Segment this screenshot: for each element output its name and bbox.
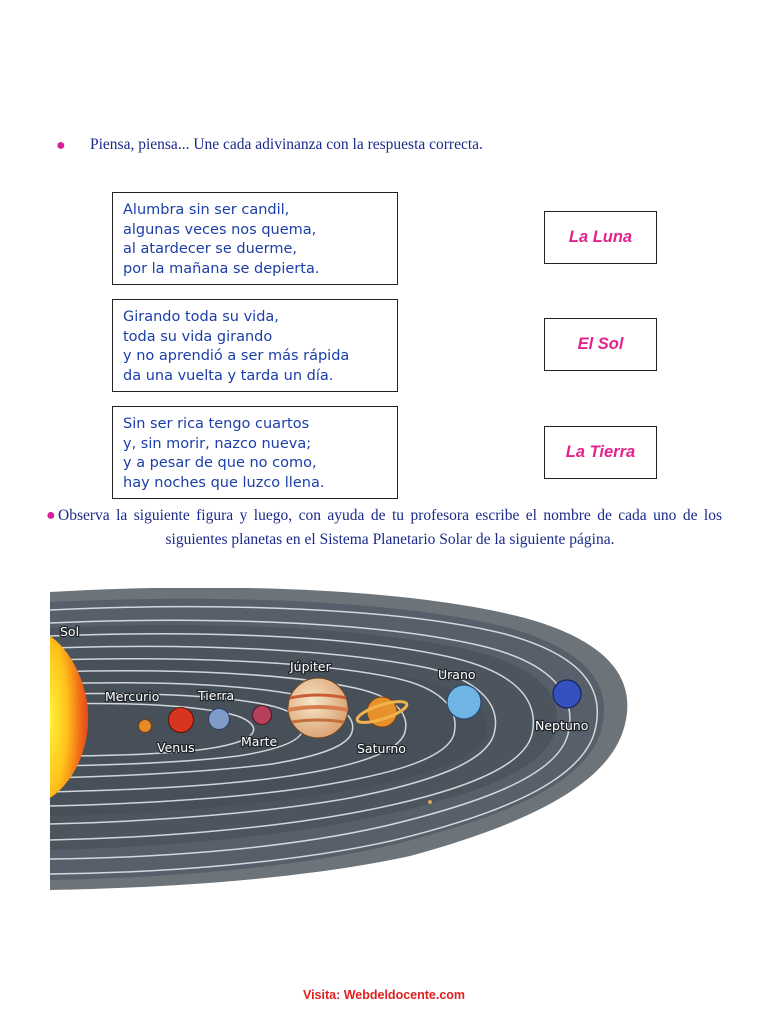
riddle-line: toda su vida girando — [123, 328, 273, 345]
dot-icon — [428, 800, 432, 804]
riddle-line: y a pesar de que no como, — [123, 455, 317, 471]
answer-box: La Luna — [544, 211, 657, 264]
riddle-line: al atardecer se duerme, — [123, 241, 298, 257]
saturn-label: Saturno — [357, 741, 406, 756]
riddle-line: da una vuelta y tarda un día. — [123, 367, 334, 384]
uranus-icon — [447, 685, 481, 719]
riddle-line: hay noches que luzco llena. — [123, 474, 325, 491]
riddle-line: Girando toda su vida, — [123, 309, 279, 325]
riddle-box — [112, 299, 398, 392]
jupiter-icon — [288, 678, 348, 738]
instruction-text: Piensa, piensa... Une cada adivinanza con la respuesta correcta. — [90, 136, 483, 153]
venus-icon — [169, 708, 194, 733]
riddle-line: y no aprendió a ser más rápida — [123, 348, 350, 364]
footer-link[interactable]: Visita: Webdeldocente.com — [302, 988, 466, 1002]
jupiter-label: Júpiter — [290, 659, 331, 674]
venus-label: Venus — [157, 740, 195, 755]
bullet-icon: ● — [56, 137, 66, 154]
riddle-line: Alumbra sin ser candil, — [123, 202, 290, 218]
instruction-text: Observa la siguiente figura y luego, con ayuda de tu profesora escribe el nombre de cada uno de los siguientes planetas en el Sistema Planetario Solar de la siguiente página. — [58, 507, 722, 548]
mercury-icon — [139, 720, 152, 733]
answer-box: La Tierra — [544, 426, 657, 479]
mars-icon — [253, 706, 272, 725]
riddle-line: y, sin morir, nazco nueva; — [123, 435, 312, 452]
solar-system-figure — [50, 588, 640, 890]
mercury-label: Mercurio — [105, 689, 160, 704]
bullet-icon: ● — [46, 507, 56, 524]
sun-label: Sol — [60, 624, 80, 639]
neptune-icon — [553, 680, 581, 708]
answer-box: El Sol — [544, 318, 657, 371]
neptune-label: Neptuno — [535, 718, 589, 733]
riddle-line: algunas veces nos quema, — [123, 221, 317, 238]
riddle-line: Sin ser rica tengo cuartos — [123, 416, 310, 432]
mars-label: Marte — [241, 734, 278, 749]
riddle-box — [112, 192, 398, 285]
uranus-label: Urano — [438, 667, 476, 682]
riddle-line: por la mañana se depierta. — [123, 260, 320, 277]
riddle-box — [112, 406, 398, 499]
earth-label: Tierra — [198, 688, 235, 703]
earth-icon — [209, 709, 230, 730]
